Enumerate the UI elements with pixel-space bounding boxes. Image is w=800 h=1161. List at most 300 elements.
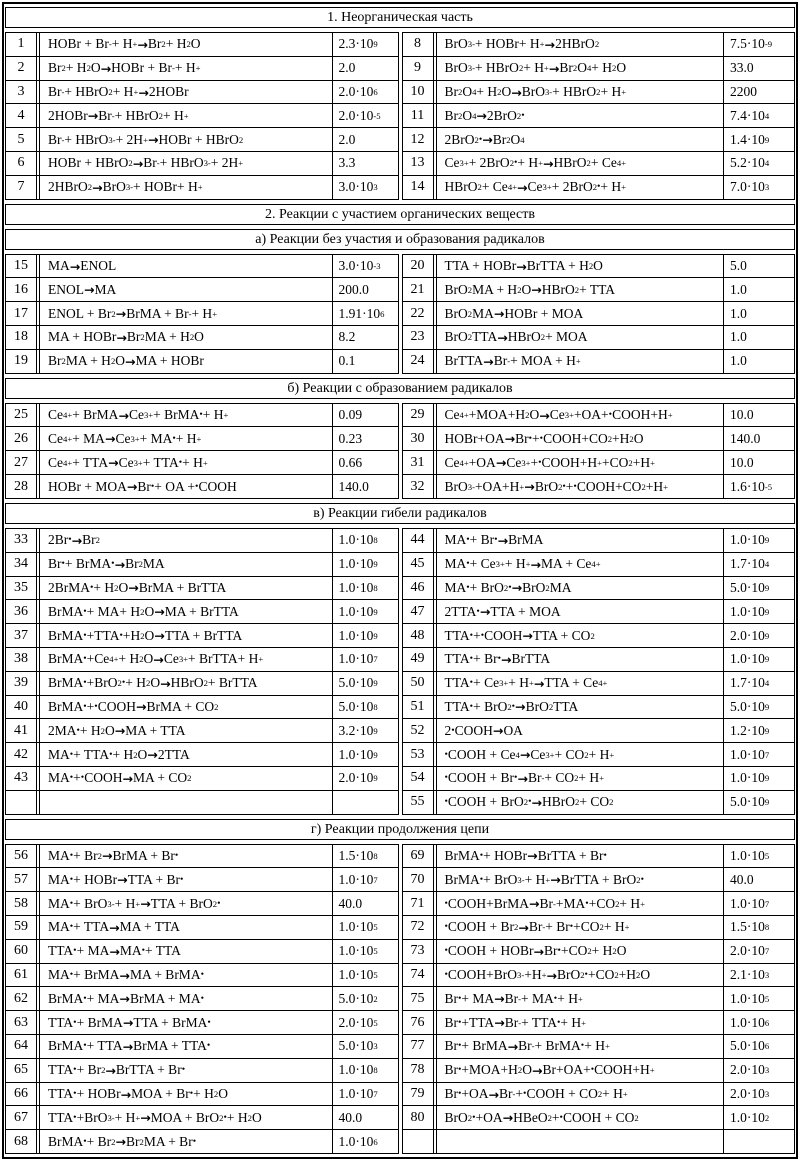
table-row <box>403 599 795 623</box>
rate-constant: 33.0 <box>723 57 794 80</box>
reaction-formula: BrMA • + MA → BrMA + MA • <box>39 987 332 1010</box>
rate-constant: 8.2 <box>332 326 398 349</box>
arrow-icon: → <box>518 919 529 935</box>
table-row <box>403 1105 795 1129</box>
rate-constant: 1.0·10 8 <box>332 529 398 552</box>
section-header: 2. Реакции с участием органических веществ <box>5 204 795 225</box>
table-row <box>403 349 795 373</box>
reaction-formula: BrMA • +Ce 4+ + H 2 O → Ce 3+ + BrTTA+ H + <box>39 648 332 671</box>
arrow-icon: → <box>522 628 533 644</box>
row-number: 7 <box>6 176 37 199</box>
arrow-icon: → <box>546 967 557 983</box>
row-number: 15 <box>6 255 37 278</box>
reaction-formula: Ce 4+ +MOA+H 2 O → Ce 3+ +OA+ • COOH+H + <box>436 404 724 427</box>
table-row <box>403 891 795 915</box>
section-body <box>5 844 795 1154</box>
rate-constant: 10.0 <box>723 404 794 427</box>
arrow-icon: → <box>154 628 165 644</box>
row-number: 79 <box>403 1083 434 1106</box>
reaction-formula: TTA • + MA → MA • + TTA <box>39 940 332 963</box>
row-number: 57 <box>6 868 37 891</box>
arrow-icon: → <box>117 872 128 888</box>
reaction-formula: Br • +MOA+H 2 O → Br+OA+ • COOH+H + <box>436 1059 724 1082</box>
table-row <box>6 1129 398 1153</box>
table-row <box>403 963 795 987</box>
row-number: 23 <box>403 326 434 349</box>
reaction-formula: HOBr + MOA → Br • + OA + • COOH <box>39 475 332 498</box>
row-number: 21 <box>403 278 434 301</box>
left-column-table <box>5 844 399 1154</box>
arrow-icon: → <box>550 872 561 888</box>
table-row <box>6 695 398 719</box>
arrow-icon: → <box>493 306 505 322</box>
row-number: 8 <box>403 33 434 56</box>
rate-constant: 5.0·10 9 <box>723 577 794 600</box>
rate-constant: 40.0 <box>723 868 794 891</box>
arrow-icon: → <box>118 407 129 423</box>
reaction-formula: • COOH+BrMA → Br - +MA • +CO 2 + H + <box>436 892 724 915</box>
arrow-icon: → <box>479 604 491 620</box>
row-number: 47 <box>403 600 434 623</box>
table-row <box>6 552 398 576</box>
rate-constant: 1.0·10 5 <box>332 940 398 963</box>
reaction-formula: BrO 3 - + HBrO 2 + H + → Br 2 O 4 + H 2 O <box>436 57 724 80</box>
row-number: 28 <box>6 475 37 498</box>
row-number: 61 <box>6 964 37 987</box>
table-row <box>403 426 795 450</box>
arrow-icon: → <box>120 1086 132 1102</box>
table-row <box>403 742 795 766</box>
rate-constant: 140.0 <box>332 475 398 498</box>
arrow-icon: → <box>497 329 508 345</box>
rate-constant: 2.1·10 3 <box>723 964 794 987</box>
rate-constant: 1.0·10 5 <box>332 964 398 987</box>
rate-constant: 2.3·10 9 <box>332 33 398 56</box>
row-number: 36 <box>6 600 37 623</box>
table-row <box>6 175 398 199</box>
row-number: 76 <box>403 1011 434 1034</box>
table-row <box>6 671 398 695</box>
table-row <box>6 301 398 325</box>
row-number: 48 <box>403 624 434 647</box>
right-column-table <box>402 528 796 815</box>
arrow-icon: → <box>128 580 139 596</box>
row-number: 1 <box>6 33 37 56</box>
rate-constant: 1.7·10 4 <box>723 553 794 576</box>
table-row <box>403 790 795 814</box>
arrow-icon: → <box>515 699 526 715</box>
reaction-formula: BrMA • +TTA • +H 2 O → TTA + BrTTA <box>39 624 332 647</box>
row-number: 16 <box>6 278 37 301</box>
table-row <box>6 56 398 80</box>
rate-constant: 1.0 <box>723 302 794 325</box>
reaction-formula: BrO 2 MA + H 2 O → HBrO 2 + TTA <box>436 278 724 301</box>
table-row <box>403 718 795 742</box>
reaction-formula: BrMA • + TTA → BrMA + TTA • <box>39 1035 332 1058</box>
table-row <box>6 450 398 474</box>
rate-constant: 5.2·10 4 <box>723 152 794 175</box>
reaction-formula: Ce 4+ + MA → Ce 3+ + MA • + H + <box>39 427 332 450</box>
arrow-icon: → <box>119 967 130 983</box>
row-number: 65 <box>6 1059 37 1082</box>
arrow-icon: → <box>100 60 112 76</box>
table-row <box>403 671 795 695</box>
right-column-table <box>402 254 796 374</box>
section-body <box>5 403 795 499</box>
reaction-formula: Br - + HBrO 2 + H + → 2HOBr <box>39 81 332 104</box>
row-number: 27 <box>6 451 37 474</box>
rate-constant: 1.0·10 7 <box>332 648 398 671</box>
row-number: 75 <box>403 987 434 1010</box>
rate-constant: 1.0·10 9 <box>332 553 398 576</box>
reaction-formula: MA • + Br 2 → BrMA + Br • <box>39 845 332 868</box>
reaction-formula <box>436 1130 724 1153</box>
row-number: 4 <box>6 104 37 127</box>
left-column-table <box>5 32 399 200</box>
arrow-icon: → <box>105 1062 116 1078</box>
arrow-icon: → <box>108 455 119 471</box>
left-column-table <box>5 403 399 499</box>
rate-constant: 1.4·10 9 <box>723 128 794 151</box>
reaction-formula: BrO 2 • +OA → HBeO 2 + • COOH + CO 2 <box>436 1106 724 1129</box>
table-row <box>6 529 398 552</box>
table-row <box>403 450 795 474</box>
rate-constant: 5.0·10 9 <box>723 791 794 814</box>
reaction-formula: MA • + Br • → BrMA <box>436 529 724 552</box>
rate-constant: 2.0·10 9 <box>723 624 794 647</box>
rate-constant: 1.0 <box>723 350 794 373</box>
rate-constant: 2200 <box>723 81 794 104</box>
arrow-icon: → <box>109 943 120 959</box>
row-number: 41 <box>6 719 37 742</box>
row-number: 35 <box>6 577 37 600</box>
arrow-icon: → <box>138 84 149 100</box>
reaction-formula: BrMA • + BrO 3 - + H + → BrTTA + BrO 2 • <box>436 868 724 891</box>
arrow-icon: → <box>511 580 523 596</box>
reaction-formula: TTA • + BrO 2 • → BrO 2 TTA <box>436 696 724 719</box>
table-row <box>403 1034 795 1058</box>
reaction-formula: MA → ENOL <box>39 255 332 278</box>
arrow-icon: → <box>494 991 505 1007</box>
arrow-icon: → <box>140 1110 151 1126</box>
row-number: 30 <box>403 427 434 450</box>
arrow-icon: → <box>500 651 512 667</box>
reaction-formula: HOBr+OA → Br • + • COOH+CO 2 +H 2 O <box>436 427 724 450</box>
arrow-icon: → <box>69 258 81 274</box>
reaction-formula: 2BrMA • + H 2 O → BrMA + BrTTA <box>39 577 332 600</box>
arrow-icon: → <box>122 1015 134 1031</box>
rate-constant: 5.0·10 2 <box>332 987 398 1010</box>
arrow-icon: → <box>126 479 138 495</box>
row-number: 74 <box>403 964 434 987</box>
table-row <box>6 277 398 301</box>
reaction-formula: MA + HOBr → Br 2 MA + H 2 O <box>39 326 332 349</box>
rate-constant: 5.0·10 9 <box>332 672 398 695</box>
table-row <box>403 1129 795 1153</box>
reaction-formula: 2MA • + H 2 O → MA + TTA <box>39 719 332 742</box>
arrow-icon: → <box>109 919 120 935</box>
rate-constant: 5.0·10 3 <box>332 1035 398 1058</box>
table-row <box>403 1058 795 1082</box>
reaction-formula: Ce 4+ +OA → Ce 3+ + • COOH+H + +CO 2 +H + <box>436 451 724 474</box>
rate-constant: 2.0·10 3 <box>723 1083 794 1106</box>
arrow-icon: → <box>104 431 116 447</box>
rate-constant: 3.0·10 -3 <box>332 255 398 278</box>
rate-constant: 1.0·10 9 <box>723 648 794 671</box>
row-number: 6 <box>6 152 37 175</box>
section-body <box>5 254 795 374</box>
row-number: 12 <box>403 128 434 151</box>
right-column-table <box>402 844 796 1154</box>
rate-constant: 2.0 <box>332 128 398 151</box>
table-row <box>403 151 795 175</box>
table-row <box>403 301 795 325</box>
row-number: 39 <box>6 672 37 695</box>
rate-constant: 1.0·10 5 <box>723 987 794 1010</box>
rate-constant: 1.0·10 9 <box>723 767 794 790</box>
rate-constant: 0.23 <box>332 427 398 450</box>
table-row <box>6 790 398 814</box>
reaction-formula: MA • + TTA • + H 2 O → 2TTA <box>39 743 332 766</box>
reaction-formula: BrMA • +BrO 2 • + H 2 O → HBrO 2 + BrTTA <box>39 672 332 695</box>
arrow-icon: → <box>524 479 535 495</box>
rate-constant: 1.0 <box>723 326 794 349</box>
arrow-icon: → <box>533 675 545 691</box>
rate-constant: 1.0·10 8 <box>332 1059 398 1082</box>
rate-constant: 1.0·10 7 <box>332 868 398 891</box>
table-row <box>403 845 795 868</box>
rate-constant <box>723 1130 794 1153</box>
table-row <box>403 325 795 349</box>
reaction-formula: BrO 2 TTA → HBrO 2 + MOA <box>436 326 724 349</box>
reaction-formula: 2HBrO 2 → BrO 3 - + HOBr+ H + <box>39 176 332 199</box>
row-number: 51 <box>403 696 434 719</box>
arrow-icon: → <box>488 1086 500 1102</box>
row-number: 56 <box>6 845 37 868</box>
reaction-formula: 2 • COOH → OA <box>436 719 724 742</box>
reaction-formula: MA • + TTA → MA + TTA <box>39 916 332 939</box>
arrow-icon: → <box>116 329 127 345</box>
reaction-formula: Ce 4+ + BrMA → Ce 3+ + BrMA • + H + <box>39 404 332 427</box>
rate-constant: 1.0 <box>723 278 794 301</box>
row-number: 25 <box>6 404 37 427</box>
table-row <box>403 986 795 1010</box>
reaction-formula: TTA • + • COOH → TTA + CO 2 <box>436 624 724 647</box>
rate-constant: 1.5·10 8 <box>332 845 398 868</box>
rate-constant: 1.0·10 6 <box>332 1130 398 1153</box>
arrow-icon: → <box>140 896 151 912</box>
row-number: 43 <box>6 767 37 790</box>
reaction-formula: Br 2 + H 2 O → HOBr + Br - + H + <box>39 57 332 80</box>
row-number: 10 <box>403 81 434 104</box>
table-row <box>6 576 398 600</box>
arrow-icon: → <box>482 132 493 148</box>
table-row <box>403 103 795 127</box>
reaction-formula: ENOL + Br 2 → BrMA + Br - + H + <box>39 302 332 325</box>
rate-constant: 200.0 <box>332 278 398 301</box>
table-row <box>403 33 795 56</box>
reaction-formula: • COOH + BrO 2 • → HBrO 2 + CO 2 <box>436 791 724 814</box>
rate-constant: 5.0·10 6 <box>723 1035 794 1058</box>
row-number: 46 <box>403 577 434 600</box>
rate-constant: 3.0·10 3 <box>332 176 398 199</box>
arrow-icon: → <box>504 431 516 447</box>
reaction-formula: BrMA • + MA+ H 2 O → MA + BrTTA <box>39 600 332 623</box>
row-number: 60 <box>6 940 37 963</box>
rate-constant: 1.0·10 5 <box>332 916 398 939</box>
rate-constant: 1.0·10 7 <box>723 892 794 915</box>
table-row <box>6 255 398 278</box>
section-body <box>5 32 795 200</box>
row-number: 32 <box>403 475 434 498</box>
table-row <box>6 867 398 891</box>
reaction-formula: • COOH + Ce 4 → Ce 3+ + CO 2 + H + <box>436 743 724 766</box>
table-row <box>403 529 795 552</box>
reaction-formula: Br - + HBrO 3 - + 2H + → HOBr + HBrO 2 <box>39 128 332 151</box>
row-number: 9 <box>403 57 434 80</box>
row-number: 71 <box>403 892 434 915</box>
reaction-formula: BrMA • + HOBr → BrTTA + Br • <box>436 845 724 868</box>
arrow-icon: → <box>135 699 147 715</box>
arrow-icon: → <box>539 407 550 423</box>
table-row <box>6 426 398 450</box>
table-row <box>6 915 398 939</box>
arrow-icon: → <box>519 747 531 763</box>
rate-constant: 1.6·10 -5 <box>723 475 794 498</box>
table-row <box>6 151 398 175</box>
table-row <box>403 939 795 963</box>
row-number: 44 <box>403 529 434 552</box>
arrow-icon: → <box>495 455 507 471</box>
reaction-formula: MA • + BrO 3 - + H + → TTA + BrO 2 • <box>39 892 332 915</box>
reaction-formula: Ce 3+ + 2BrO 2 • + H + → HBrO 2 + Ce 4+ <box>436 152 724 175</box>
arrow-icon: → <box>119 991 130 1007</box>
arrow-icon: → <box>533 943 545 959</box>
reaction-formula: • COOH+BrO 3 - +H + → BrO 2 • +CO 2 +H 2 O <box>436 964 724 987</box>
rate-constant: 2.0 <box>332 57 398 80</box>
row-number <box>403 1130 434 1153</box>
reaction-formula: MA • + Ce 3+ + H + → MA + Ce 4+ <box>436 553 724 576</box>
table-row <box>403 277 795 301</box>
rate-constant: 5.0 <box>723 255 794 278</box>
reaction-formula: BrO 2 MA → HOBr + MOA <box>436 302 724 325</box>
rate-constant: 5.0·10 9 <box>723 696 794 719</box>
rate-constant: 1.7·10 4 <box>723 672 794 695</box>
section-header: б) Реакции с образованием радикалов <box>5 378 795 399</box>
arrow-icon: → <box>548 60 560 76</box>
row-number: 52 <box>403 719 434 742</box>
arrow-icon: → <box>529 896 540 912</box>
rate-constant: 1.0·10 9 <box>723 600 794 623</box>
row-number: 17 <box>6 302 37 325</box>
table-row <box>403 623 795 647</box>
table-row <box>403 552 795 576</box>
reaction-formula: Ce 4+ + TTA → Ce 3+ + TTA • + H + <box>39 451 332 474</box>
row-number: 73 <box>403 940 434 963</box>
left-column-table <box>5 254 399 374</box>
row-number: 64 <box>6 1035 37 1058</box>
reaction-formula: • COOH + Br • → Br - + CO 2 + H + <box>436 767 724 790</box>
rate-constant: 2.0·10 3 <box>723 1059 794 1082</box>
table-row <box>403 404 795 427</box>
arrow-icon: → <box>92 179 103 195</box>
arrow-icon: → <box>502 1110 514 1126</box>
row-number: 49 <box>403 648 434 671</box>
row-number: 20 <box>403 255 434 278</box>
arrow-icon: → <box>531 794 543 810</box>
arrow-icon: → <box>153 651 164 667</box>
rate-constant: 1.0·10 7 <box>332 1083 398 1106</box>
arrow-icon: → <box>476 108 487 124</box>
left-column-table <box>5 528 399 815</box>
rate-constant: 1.0·10 8 <box>332 577 398 600</box>
row-number: 77 <box>403 1035 434 1058</box>
table-row <box>403 1010 795 1034</box>
row-number: 37 <box>6 624 37 647</box>
table-row <box>6 80 398 104</box>
arrow-icon: → <box>114 723 126 739</box>
reaction-formula: MA • + BrMA → MA + BrMA • <box>39 964 332 987</box>
row-number: 19 <box>6 350 37 373</box>
arrow-icon: → <box>494 1015 505 1031</box>
row-number: 24 <box>403 350 434 373</box>
arrow-icon: → <box>507 1038 519 1054</box>
table-row <box>403 56 795 80</box>
arrow-icon: → <box>132 155 144 171</box>
row-number: 67 <box>6 1106 37 1129</box>
rate-constant <box>332 791 398 814</box>
row-number: 2 <box>6 57 37 80</box>
rate-constant: 140.0 <box>723 427 794 450</box>
rate-constant: 1.0·10 9 <box>723 529 794 552</box>
table-row <box>403 915 795 939</box>
arrow-icon: → <box>497 532 509 548</box>
reaction-formula: Br • + BrMA → Br - + BrMA • + H + <box>436 1035 724 1058</box>
table-row <box>6 963 398 987</box>
row-number: 26 <box>6 427 37 450</box>
section-header: в) Реакции гибели радикалов <box>5 503 795 524</box>
rate-constant: 2.0·10 -5 <box>332 104 398 127</box>
table-row <box>403 867 795 891</box>
arrow-icon: → <box>154 604 165 620</box>
row-number: 13 <box>403 152 434 175</box>
arrow-icon: → <box>84 282 95 298</box>
table-row <box>6 1034 398 1058</box>
table-row <box>403 474 795 498</box>
rate-constant: 0.1 <box>332 350 398 373</box>
table-row <box>403 1082 795 1106</box>
rate-constant: 1.5·10 8 <box>723 916 794 939</box>
rate-constant: 7.0·10 3 <box>723 176 794 199</box>
reaction-formula: • COOH + Br 2 → Br - + Br • +CO 2 + H + <box>436 916 724 939</box>
rate-constant: 2.0·10 9 <box>332 767 398 790</box>
reaction-formula: MA • + BrO 2 • → BrO 2 MA <box>436 577 724 600</box>
table-row <box>6 33 398 56</box>
table-row <box>6 742 398 766</box>
reaction-formula: HBrO 2 + Ce 4+ → Ce 3+ + 2BrO 2 • + H + <box>436 176 724 199</box>
reaction-formula: TTA • + Ce 3+ + H + → TTA + Ce 4+ <box>436 672 724 695</box>
arrow-icon: → <box>87 108 99 124</box>
rate-constant: 7.4·10 4 <box>723 104 794 127</box>
table-row <box>6 349 398 373</box>
row-number: 3 <box>6 81 37 104</box>
reaction-formula: TTA • + Br 2 → BrTTA + Br • <box>39 1059 332 1082</box>
reaction-table <box>2 2 798 1159</box>
table-row <box>6 1105 398 1129</box>
arrow-icon: → <box>544 36 556 52</box>
rate-constant: 1.0·10 9 <box>332 624 398 647</box>
row-number: 40 <box>6 696 37 719</box>
